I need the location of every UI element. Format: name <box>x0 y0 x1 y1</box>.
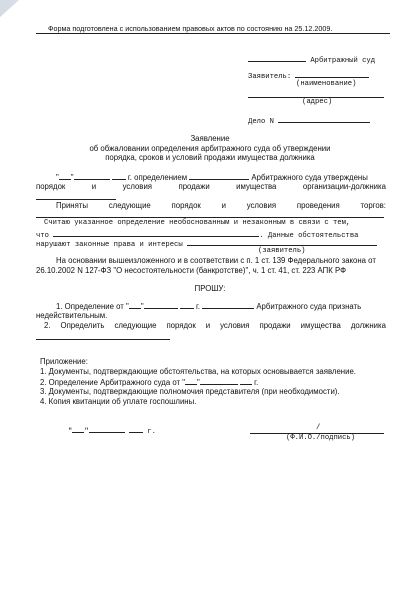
word: условия <box>246 201 277 210</box>
name-hint: (наименование) <box>296 80 357 88</box>
word: 2. <box>44 321 51 330</box>
request-day-field[interactable] <box>129 301 141 309</box>
request-item-2 <box>44 321 386 330</box>
word: г. <box>147 428 156 436</box>
court-row <box>248 54 375 65</box>
signature-month-field[interactable] <box>89 425 125 433</box>
ruling-year-label: г. определением <box>127 173 188 182</box>
word: и <box>91 182 97 191</box>
document-subtitle-2: порядка, сроков и условий продажи имущества должника <box>105 153 315 162</box>
attachment-day-field[interactable] <box>185 377 197 385</box>
word: и <box>205 321 211 330</box>
watermark-text <box>0 0 81 25</box>
request-item-1-line-2: недействительным. <box>36 311 108 320</box>
address-hint: (адрес) <box>302 98 333 106</box>
sale-terms-field[interactable] <box>36 339 170 340</box>
watermark-ribbon <box>0 0 81 25</box>
court-name-field[interactable] <box>248 54 306 62</box>
word: г. <box>195 302 201 311</box>
applicant-label: Заявитель: <box>248 73 292 81</box>
word: порядок <box>36 182 66 191</box>
applicant-hint: (заявитель) <box>258 247 306 255</box>
ruling-date-row <box>56 172 368 182</box>
request-item-1 <box>56 301 361 311</box>
word: Арбитражного суда признать <box>256 302 362 311</box>
attachment-1: 1. Документы, подтверждающие обстоятельства, на которых основывается заявление. <box>40 367 356 376</box>
word: нарушают законные права и интересы <box>36 241 183 249</box>
case-label: Дело N <box>248 118 274 126</box>
word: 2. Определение Арбитражного суда от <box>40 378 181 387</box>
attachments-heading: Приложение: <box>40 357 88 366</box>
document-subtitle-1: об обжаловании определения арбитражного суда об утверждении <box>89 144 331 153</box>
word: порядок <box>171 201 201 210</box>
quote-close: " <box>140 302 144 311</box>
word: Приняты <box>56 201 88 210</box>
attachment-4: 4. Копия квитанции об уплате госпошлины. <box>40 397 197 406</box>
quote-open: " <box>56 173 59 182</box>
word: условия <box>122 182 153 191</box>
request-month-field[interactable] <box>144 301 178 309</box>
attachment-month-field[interactable] <box>200 377 238 385</box>
legal-basis-line-1: На основании вышеизложенного и в соответствии с п. 1 ст. 139 Федерального закона от <box>56 256 376 265</box>
word: проведения <box>296 201 340 210</box>
court-label: Арбитражный суд <box>310 57 376 65</box>
objection-line-3 <box>36 238 377 249</box>
word: и <box>221 201 226 210</box>
word: что <box>36 232 49 240</box>
word: следующие <box>108 201 151 210</box>
quote-close: " <box>197 378 200 387</box>
page-header <box>0 0 420 40</box>
word: 1. Определение от <box>56 302 124 311</box>
word: торгов: <box>360 201 386 210</box>
ruling-court-field[interactable] <box>189 172 249 180</box>
legal-basis-line-2: 26.10.2002 N 127-ФЗ "О несостоятельности (банкротстве)", ч. 1 ст. 41, ст. 223 АПК РФ <box>36 266 346 275</box>
quote-open: " <box>68 428 73 436</box>
word: продажи <box>178 182 210 191</box>
case-number-field[interactable] <box>278 115 370 123</box>
terms-field[interactable] <box>36 217 384 218</box>
ruling-line-2 <box>36 182 386 191</box>
word: организации-должника <box>302 182 386 191</box>
form-note: Форма подготовлена с использованием правовых актов по состоянию на 25.12.2009. <box>48 24 333 33</box>
debtor-name-field[interactable] <box>36 199 116 200</box>
attachment-year-field[interactable] <box>240 377 252 385</box>
ruling-year-field[interactable] <box>112 172 126 180</box>
word: продажи <box>259 321 291 330</box>
signature-year-field[interactable] <box>129 425 143 433</box>
applicant-name-field[interactable] <box>295 70 369 78</box>
quote-close: " <box>70 173 74 182</box>
header-divider <box>36 33 390 34</box>
word: имущества <box>236 182 277 191</box>
signature-hint: (Ф.И.О./подпись) <box>286 434 356 442</box>
ruling-month-field[interactable] <box>74 172 110 180</box>
case-row <box>248 115 370 126</box>
quote-close: " <box>84 428 89 436</box>
word: г. <box>254 378 259 387</box>
word: Определить <box>60 321 105 330</box>
signature-slash: / <box>316 424 321 432</box>
objection-line-1: Считаю указанное определение необоснованным и незаконным в связи с тем, <box>44 219 351 227</box>
attachment-3: 3. Документы, подтверждающие полномочия представителя (при необходимости). <box>40 387 340 396</box>
quote-open: " <box>126 302 129 311</box>
terms-row <box>56 201 386 210</box>
document-title: Заявление <box>190 134 230 143</box>
ruling-day-field[interactable] <box>59 172 71 180</box>
word: следующие <box>114 321 157 330</box>
applicant-interests-field[interactable] <box>187 238 377 246</box>
word: должника <box>350 321 386 330</box>
signature-day-field[interactable] <box>72 425 84 433</box>
word: . Данные обстоятельства <box>259 232 359 240</box>
objection-reason-field[interactable] <box>53 229 259 237</box>
signature-date-row <box>68 425 156 436</box>
word: имущества <box>300 321 341 330</box>
request-year-field[interactable] <box>180 301 194 309</box>
quote-open: " <box>182 378 186 387</box>
request-court-field[interactable] <box>202 301 254 309</box>
request-heading: ПРОШУ: <box>194 284 226 293</box>
ruling-tail: Арбитражного суда утверждены <box>251 173 368 182</box>
attachment-2 <box>40 377 258 387</box>
word: условия <box>220 321 250 330</box>
word: порядок <box>166 321 196 330</box>
